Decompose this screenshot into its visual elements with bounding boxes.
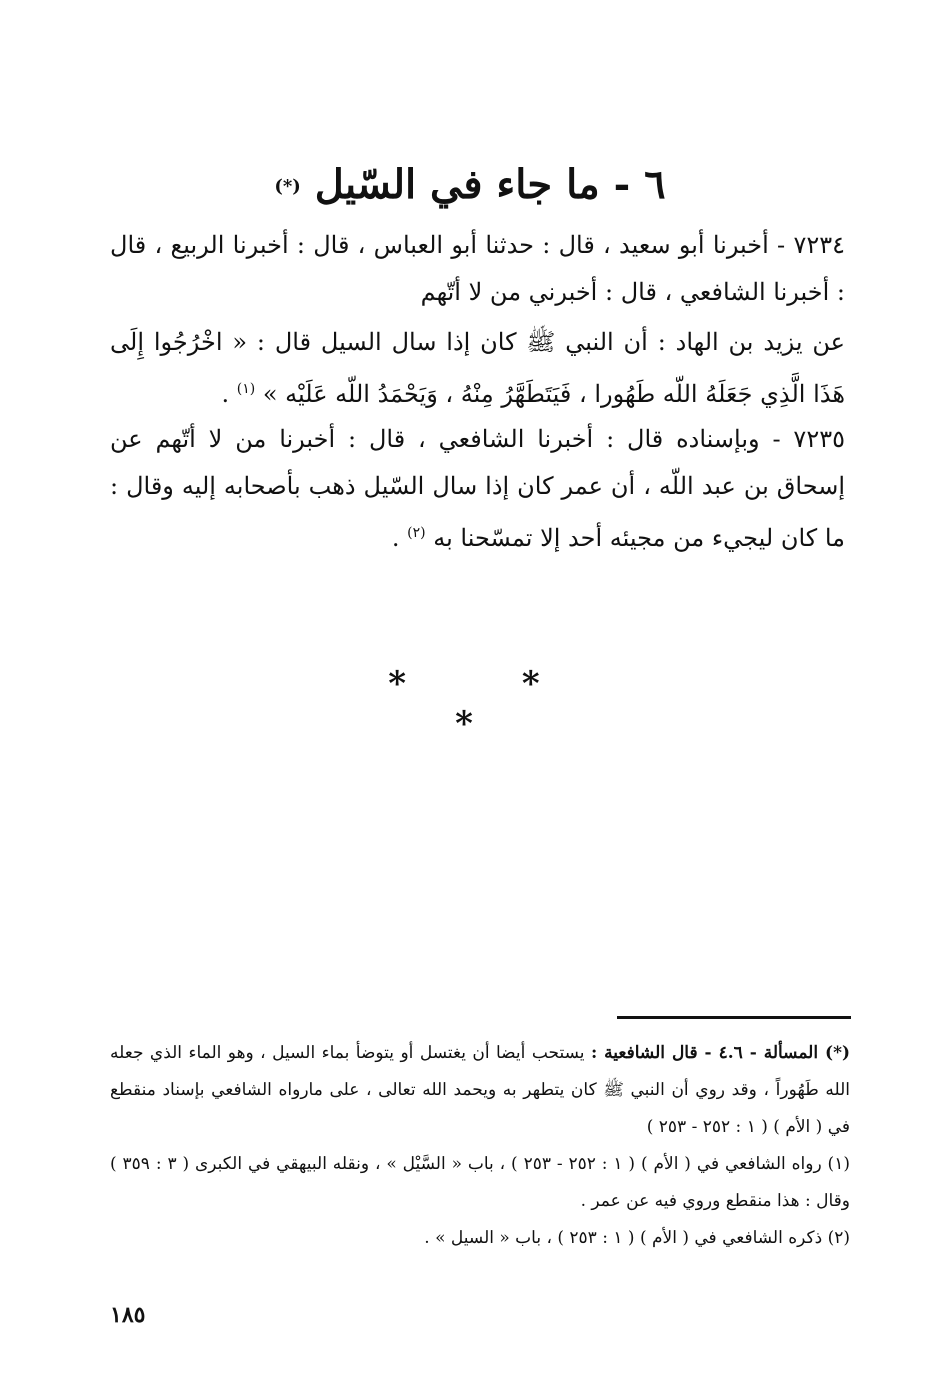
paragraph-text: - أخبرنا أبو سعيد ، قال : حدثنا أبو العباس ، قال : أخبرنا الربيع ، قال : أخبرنا الشافعي ، قال : أخبرني من لا أتّهم — [110, 231, 845, 306]
paragraph-text: - وبإسناده قال : أخبرنا الشافعي ، قال : أخبرنا من لا أتّهم عن إسحاق بن عبد اللّه ، أن عمر كان إذا سال السّيل ذهب بأصحابه إليه وقال : ما كان ليجيء من مجيئه أحد إلا تمسّحنا به — [110, 425, 845, 552]
paragraph-number: ٧٢٣٤ — [793, 231, 845, 259]
footnote-text: (٢) ذكره الشافعي في ( الأم ) ( ١ : ٢٥٣ ) ، باب « السيل » . — [424, 1228, 850, 1248]
footnote-ref-2: (٢) — [407, 525, 426, 541]
paragraph-end: . — [391, 524, 400, 552]
section-separator: * * * — [388, 664, 592, 744]
footnote-label: (*) المسألة - ٤.٦ - قال الشافعية : — [590, 1043, 850, 1063]
footnote-text: يستحب أيضا أن يغتسل أو يتوضأ بماء السيل ، وهو الماء الذي جعله الله طَهُوراً ، وقد روي أن النبي ﷺ كان يتطهر به ويحمد الله تعالى ، على مارواه الشافعي بإسناد منقطع في ( الأم ) ( ١ : ٢٥٢ - ٢٥٣ ) — [110, 1043, 850, 1137]
paragraph-7234 — [110, 222, 845, 316]
footnote-ref-1: (١) — [236, 381, 256, 397]
footnote-main — [110, 1035, 850, 1146]
chapter-title — [150, 160, 790, 210]
page-number: ١٨٥ — [110, 1302, 146, 1328]
footnote-divider — [617, 1016, 851, 1019]
chapter-title-text: ٦ - ما جاء في السّيل — [314, 161, 666, 208]
footnote-1 — [110, 1146, 850, 1220]
paragraph-end: . — [221, 380, 230, 408]
paragraph-7235 — [110, 416, 845, 562]
paragraph-hadith — [110, 319, 845, 418]
paragraph-number: ٧٢٣٥ — [793, 425, 845, 453]
footnote-text: (١) رواه الشافعي في ( الأم ) ( ١ : ٢٥٢ - ٢٥٣ ) ، باب « السَّيْل » ، ونقله البيهقي في الكبرى ( ٣ : ٣٥٩ ) وقال : هذا منقطع وروي فيه عن عمر . — [110, 1154, 850, 1211]
chapter-title-marker: (*) — [274, 176, 301, 197]
footnotes — [110, 1035, 850, 1257]
footnote-2 — [110, 1220, 850, 1257]
paragraph-text: عن يزيد بن الهاد : أن النبي ﷺ كان إذا سال السيل قال : « اخْرُجُوا إِلَى هَذَا الَّذِي جَعَلَهُ اللّه طَهُورا ، فَيَتَطَهَّرُ مِنْهُ ، وَيَحْمَدُ اللّه عَلَيْه » — [110, 328, 845, 408]
